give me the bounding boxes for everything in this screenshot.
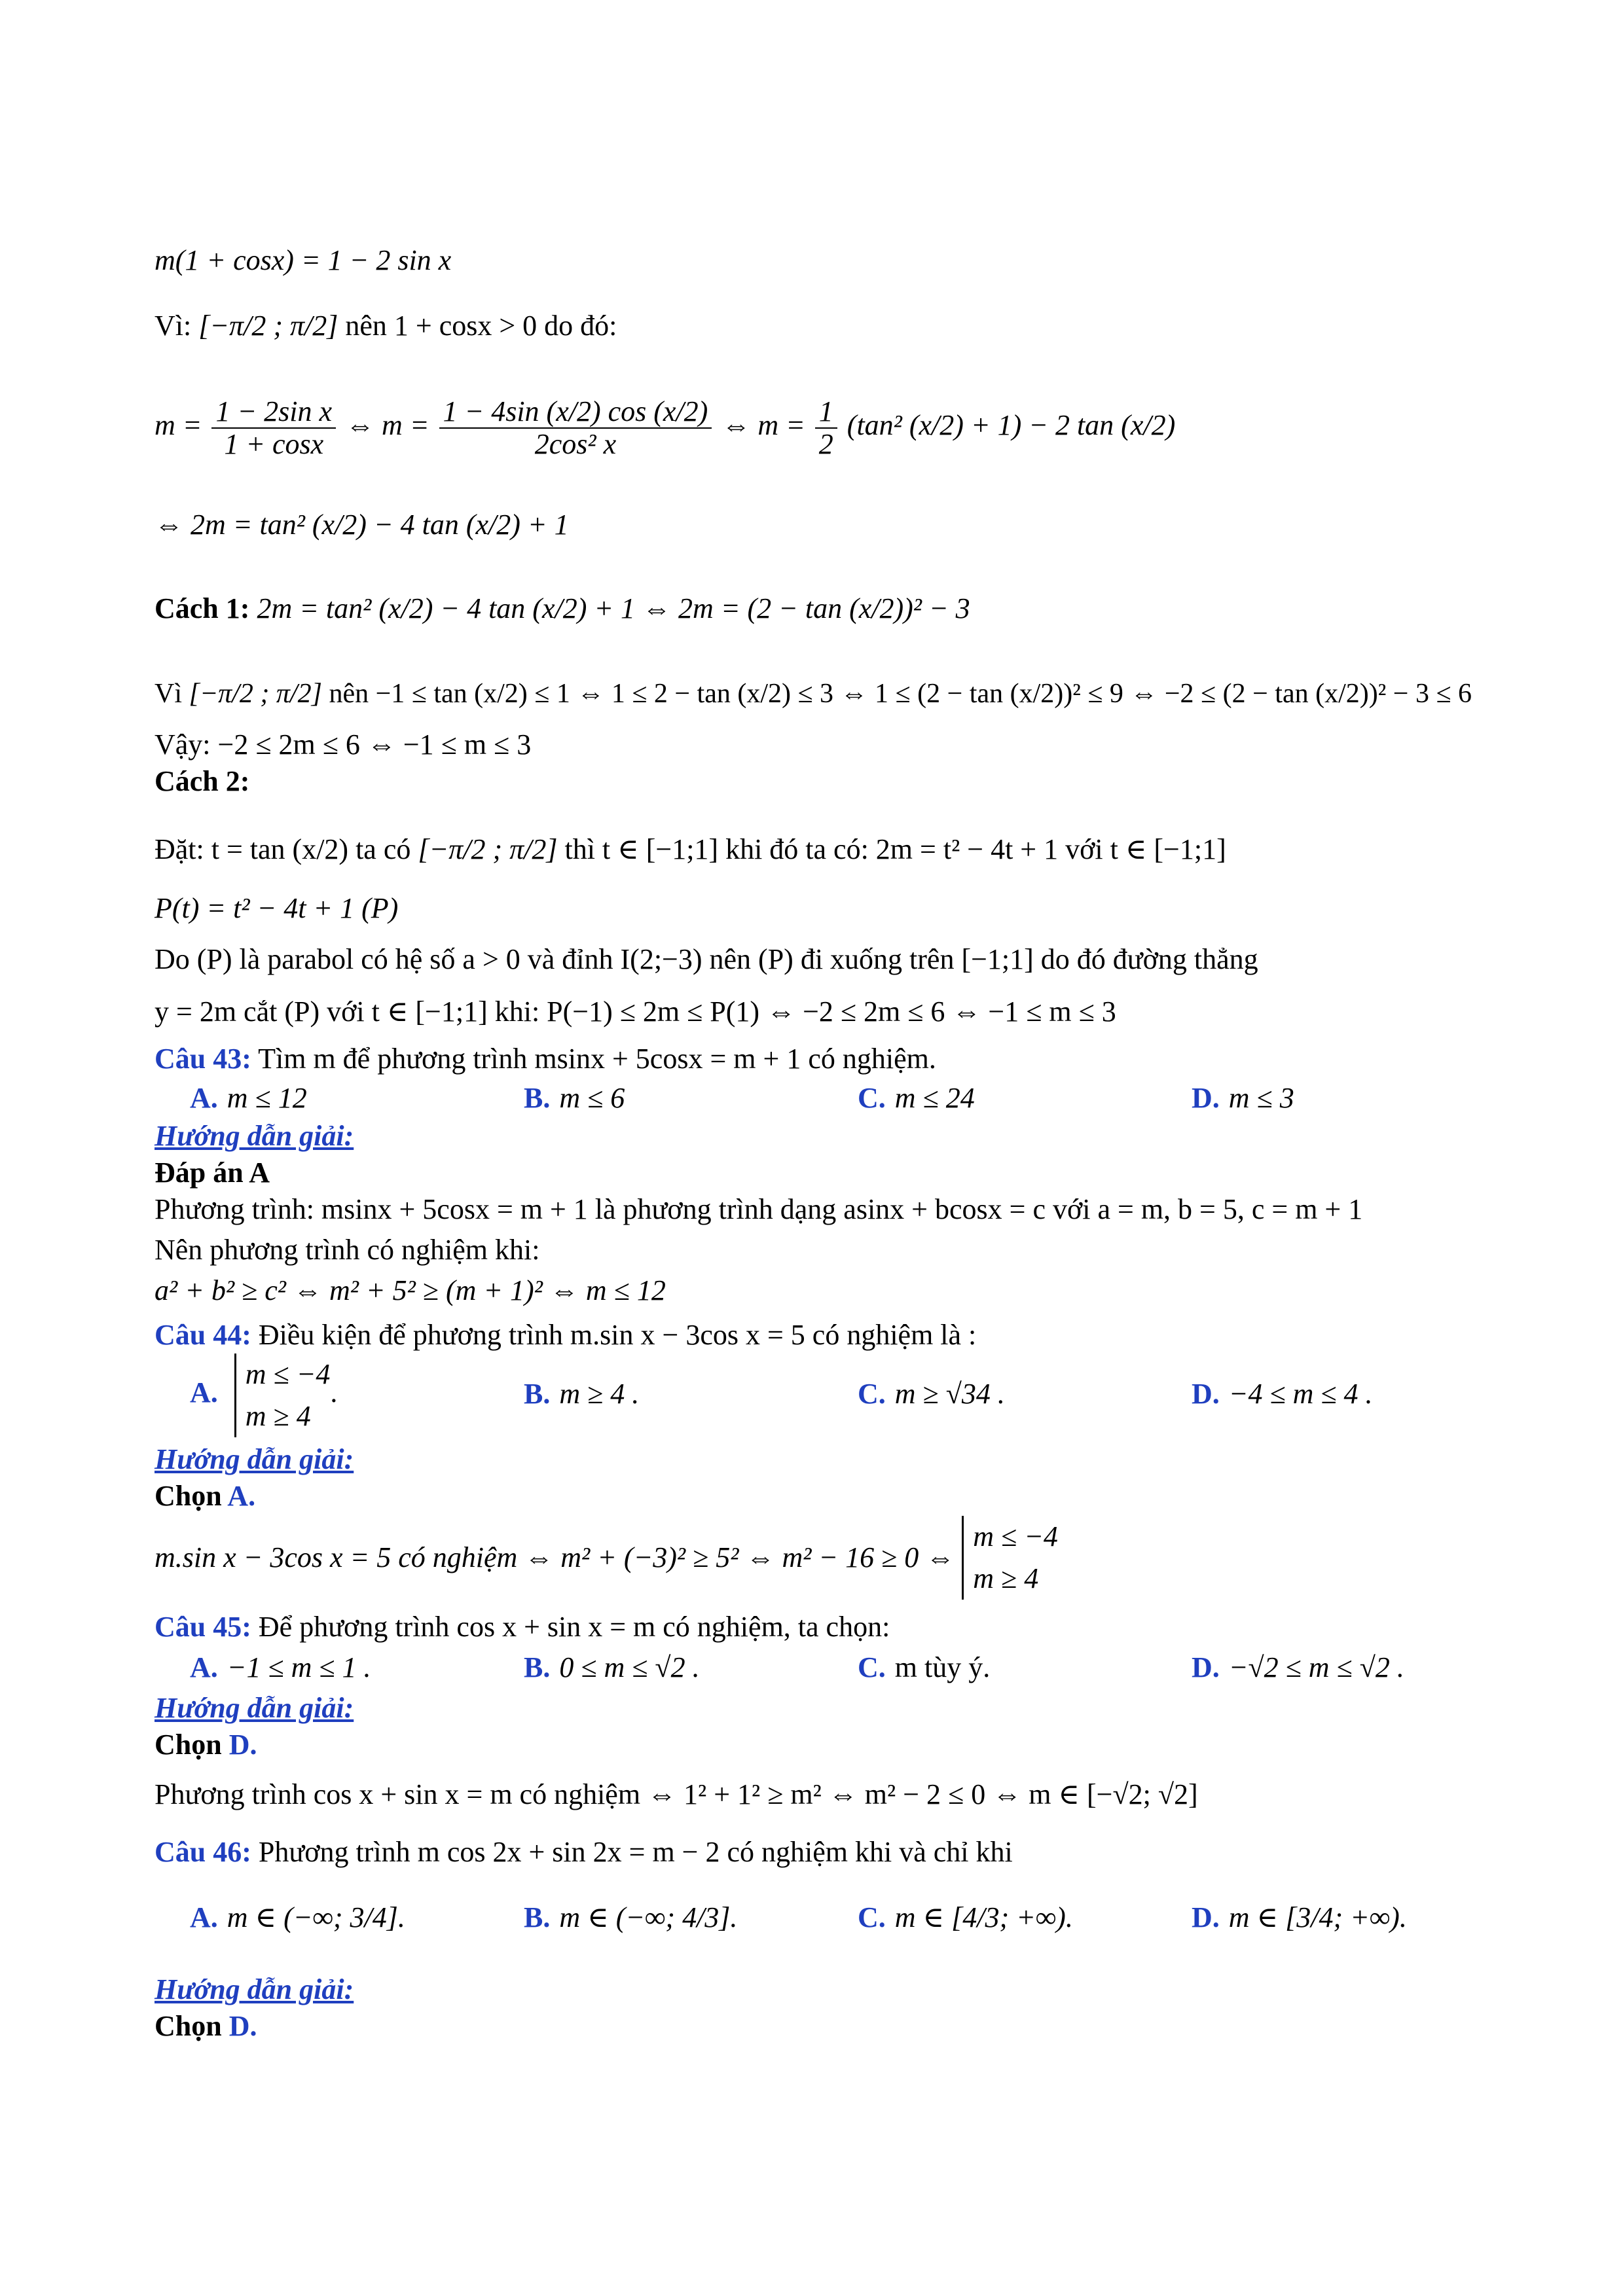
solution-line: [155, 1516, 1058, 1600]
text: ⇔ m =: [346, 409, 429, 441]
choice-line: Chọn A.: [155, 1480, 256, 1512]
option-c[interactable]: C. m tùy ý.: [858, 1651, 991, 1683]
question-44: [155, 1316, 976, 1355]
equation: 2m = tan² (x/2) − 4 tan (x/2) + 1 ⇔ 2m = (2 − tan (x/2))² − 3: [257, 592, 970, 624]
option-c[interactable]: C. m ≥ √34 .: [858, 1378, 1005, 1410]
question-label: Câu 44:: [155, 1319, 251, 1351]
option-c[interactable]: C. m ∈ [4/3; +∞).: [858, 1901, 1073, 1933]
system-bracket: m ≤ −4 m ≥ 4: [234, 1354, 331, 1437]
solution-line: Nên phương trình có nghiệm khi:: [155, 1234, 540, 1266]
question-text: Phương trình m cos 2x + sin 2x = m − 2 có nghiệm khi và chỉ khi: [258, 1836, 1013, 1868]
text: (tan² (x/2) + 1) − 2 tan (x/2): [847, 409, 1176, 441]
conclusion-line: Vậy: −2 ≤ 2m ≤ 6 ⇔ −1 ≤ m ≤ 3: [155, 728, 532, 761]
option-b[interactable]: B. m ∈ (−∞; 4/3].: [524, 1901, 738, 1933]
method-label: Cách 2:: [155, 765, 250, 797]
text: Vì:: [155, 310, 192, 342]
question-text: Tìm m để phương trình msinx + 5cosx = m + 1 có nghiệm.: [258, 1043, 936, 1075]
option-b[interactable]: B. 0 ≤ m ≤ √2 .: [524, 1651, 700, 1683]
inequality-line: [155, 674, 1472, 713]
question-text: Điều kiện để phương trình m.sin x − 3cos x = 5 có nghiệm là :: [258, 1319, 977, 1351]
option-d[interactable]: D. m ∈ [3/4; +∞).: [1192, 1901, 1407, 1933]
interval: [−π/2 ; π/2]: [198, 310, 338, 342]
question-43: [155, 1039, 936, 1079]
system-bracket: m ≤ −4 m ≥ 4: [962, 1516, 1058, 1600]
question-label: Câu 43:: [155, 1043, 251, 1075]
fraction: $\frac{\text{1 − 2sin x}}{1 + \cos x}$: [211, 396, 336, 460]
answer-line: Đáp án A: [155, 1157, 270, 1189]
question-46: [155, 1833, 1013, 1872]
question-45: [155, 1607, 890, 1647]
option-a[interactable]: A. m ≤ −4 m ≥ 4 .: [190, 1354, 337, 1437]
function-line: P(t) = t² − 4t + 1 (P): [155, 892, 399, 924]
solution-line: a² + b² ≥ c² ⇔ m² + 5² ≥ (m + 1)² ⇔ m ≤ 12: [155, 1274, 666, 1306]
option-c[interactable]: C. m ≤ 24: [858, 1082, 975, 1114]
solution-heading: Hướng dẫn giải:: [155, 1692, 354, 1724]
question-text: Để phương trình cos x + sin x = m có nghiệm, ta chọn:: [258, 1611, 890, 1643]
choice-line: Chọn D.: [155, 1729, 257, 1761]
text: thì t ∈ [−1;1] khi đó ta có: 2m = t² − 4t + 1 với t ∈ [−1;1]: [564, 833, 1226, 865]
method-1-line: [155, 589, 970, 628]
equation-line: m(1 + cosx) = 1 − 2 sin x: [155, 244, 452, 276]
text: Vì: [155, 679, 182, 709]
question-label: Câu 45:: [155, 1611, 251, 1643]
text: nên 1 + cosx > 0 do đó:: [345, 310, 617, 342]
question-label: Câu 46:: [155, 1836, 251, 1868]
fraction-line: [155, 393, 1175, 460]
option-b[interactable]: B. m ≤ 6: [524, 1082, 625, 1114]
explanation-line: Do (P) là parabol có hệ số a > 0 và đỉnh I(2;−3) nên (P) đi xuống trên [−1;1] do đó đường thẳng: [155, 943, 1258, 975]
explanation-line: y = 2m cắt (P) với t ∈ [−1;1] khi: P(−1) ≤ 2m ≤ P(1) ⇔ −2 ≤ 2m ≤ 6 ⇔ −1 ≤ m ≤ 3: [155, 996, 1116, 1028]
solution-heading: Hướng dẫn giải:: [155, 1120, 354, 1152]
text: nên −1 ≤ tan (x/2) ≤ 1 ⇔ 1 ≤ 2 − tan (x/2) ≤ 3 ⇔ 1 ≤ (2 − tan (x/2))² ≤ 9 ⇔ −2 ≤ (2 − tan (x/2))² − 3 ≤ 6: [329, 679, 1472, 709]
solution-line: Phương trình cos x + sin x = m có nghiệm ⇔ 1² + 1² ≥ m² ⇔ m² − 2 ≤ 0 ⇔ m ∈ [−√2; √2]: [155, 1778, 1198, 1810]
fraction: $\frac{1 - 4\sin (x/2) \cos (x/2)}{\text{2cos² x}}$: [439, 396, 712, 460]
text: m.sin x − 3cos x = 5 có nghiệm ⇔ m² + (−3)² ≥ 5² ⇔ m² − 16 ≥ 0 ⇔: [155, 1541, 955, 1573]
option-d[interactable]: D. −√2 ≤ m ≤ √2 .: [1192, 1651, 1404, 1683]
option-a[interactable]: A. m ≤ 12: [190, 1082, 307, 1114]
option-b[interactable]: B. m ≥ 4 .: [524, 1378, 640, 1410]
equation-line: ⇔ 2m = tan² (x/2) − 4 tan (x/2) + 1: [155, 509, 569, 541]
choice-line: Chọn D.: [155, 2010, 257, 2042]
method-label: Cách 1:: [155, 592, 250, 624]
text: m =: [155, 409, 202, 441]
interval: [−π/2 ; π/2]: [189, 679, 322, 709]
option-d[interactable]: D. m ≤ 3: [1192, 1082, 1294, 1114]
solution-heading: Hướng dẫn giải:: [155, 1973, 354, 2005]
option-a[interactable]: A. m ∈ (−∞; 3/4].: [190, 1901, 405, 1933]
interval: [−π/2 ; π/2]: [418, 833, 558, 865]
substitution-line: [155, 830, 1226, 869]
solution-line: Phương trình: msinx + 5cosx = m + 1 là phương trình dạng asinx + bcosx = c với a = m, b = 5, c = m + 1: [155, 1193, 1363, 1225]
option-d[interactable]: D. −4 ≤ m ≤ 4 .: [1192, 1378, 1373, 1410]
text: ⇔ m =: [721, 409, 805, 441]
text: Đặt: t = tan (x/2) ta có: [155, 833, 411, 865]
fraction: $\frac{1}{2}$: [815, 396, 837, 460]
condition-line: [155, 306, 617, 346]
option-a[interactable]: A. −1 ≤ m ≤ 1 .: [190, 1651, 371, 1683]
solution-heading: Hướng dẫn giải:: [155, 1443, 354, 1475]
